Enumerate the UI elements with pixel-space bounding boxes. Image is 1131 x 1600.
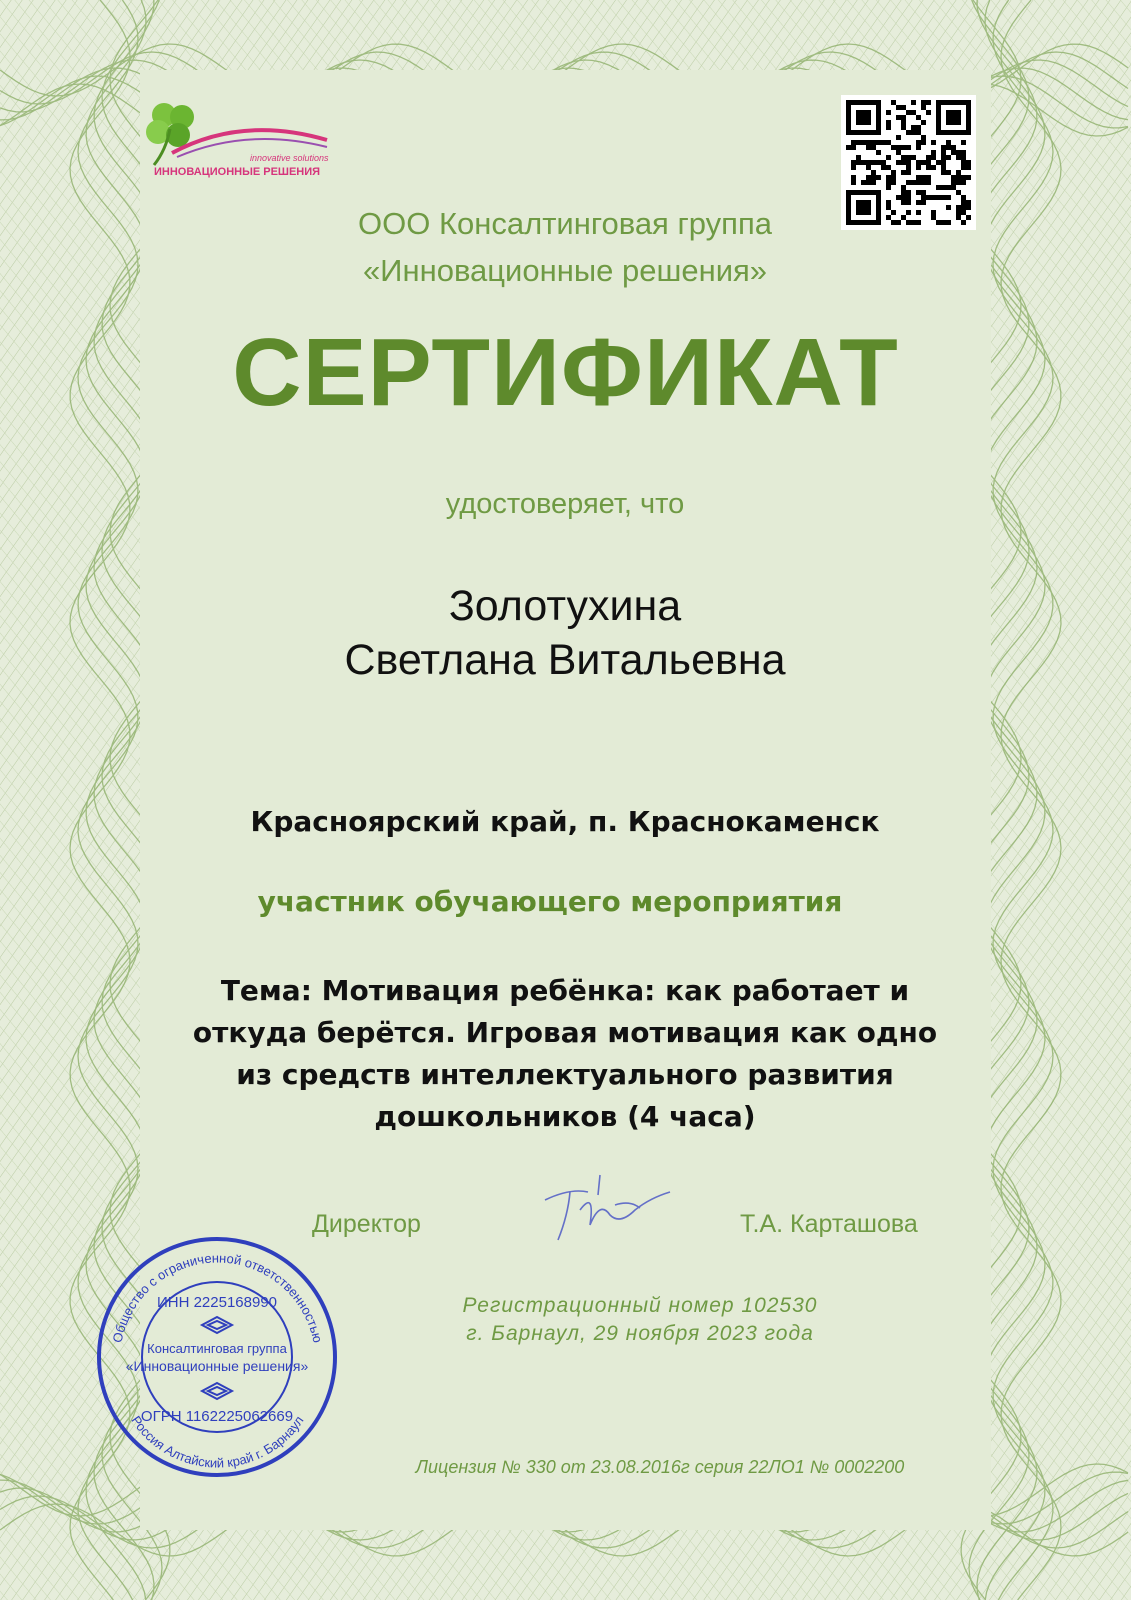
registration-date: г. Барнаул, 29 ноября 2023 года bbox=[466, 1322, 814, 1345]
organization-line-1: ООО Консалтинговая группа bbox=[358, 206, 772, 241]
registration-number: Регистрационный номер 102530 bbox=[462, 1294, 818, 1317]
company-seal bbox=[90, 1235, 345, 1480]
participant-role: участник обучающего мероприятия bbox=[257, 885, 843, 918]
organization-line-2: «Инновационные решения» bbox=[362, 253, 768, 288]
logo-tagline: innovative solutions bbox=[250, 153, 329, 163]
seal-inn: ИНН 2225168990 bbox=[156, 1294, 278, 1311]
signatory-role: Директор bbox=[312, 1210, 421, 1238]
certifies-text: удостоверяет, что bbox=[445, 488, 685, 520]
seal-outer-top: Общество с ограниченной ответственностью bbox=[109, 1250, 326, 1345]
recipient-given-names: Светлана Витальевна bbox=[344, 636, 786, 684]
topic-line-4: дошкольников (4 часа) bbox=[374, 1100, 756, 1133]
director-signature bbox=[540, 1170, 680, 1250]
recipient-surname: Золотухина bbox=[448, 582, 682, 630]
course-topic bbox=[165, 970, 965, 1138]
topic-line-3: из средств интеллектуального развития bbox=[236, 1058, 894, 1091]
seal-ogrn: ОГРН 1162225062669 bbox=[140, 1408, 294, 1425]
company-logo bbox=[132, 95, 342, 185]
topic-line-2: откуда берётся. Игровая мотивация как одно bbox=[192, 1016, 938, 1049]
signature-icon bbox=[540, 1170, 680, 1250]
topic-line-1: Тема: Мотивация ребёнка: как работает и bbox=[220, 974, 910, 1007]
certificate-title: СЕРТИФИКАТ bbox=[232, 319, 899, 426]
recipient-region: Красноярский край, п. Краснокаменск bbox=[250, 805, 880, 838]
clover-logo-icon bbox=[146, 103, 194, 165]
seal-center-line-2: «Инновационные решения» bbox=[125, 1358, 309, 1374]
signatory-name: Т.А. Карташова bbox=[740, 1210, 918, 1238]
logo-name: ИННОВАЦИОННЫЕ РЕШЕНИЯ bbox=[154, 166, 321, 178]
seal-center-line-1: Консалтинговая группа bbox=[147, 1341, 287, 1356]
seal-stamp-icon bbox=[90, 1235, 345, 1480]
seal-outer-bottom: Россия Алтайский край г. Барнаул bbox=[128, 1413, 307, 1471]
license-line: Лицензия № 330 от 23.08.2016г серия 22ЛО1 № 0002200 bbox=[415, 1457, 905, 1477]
